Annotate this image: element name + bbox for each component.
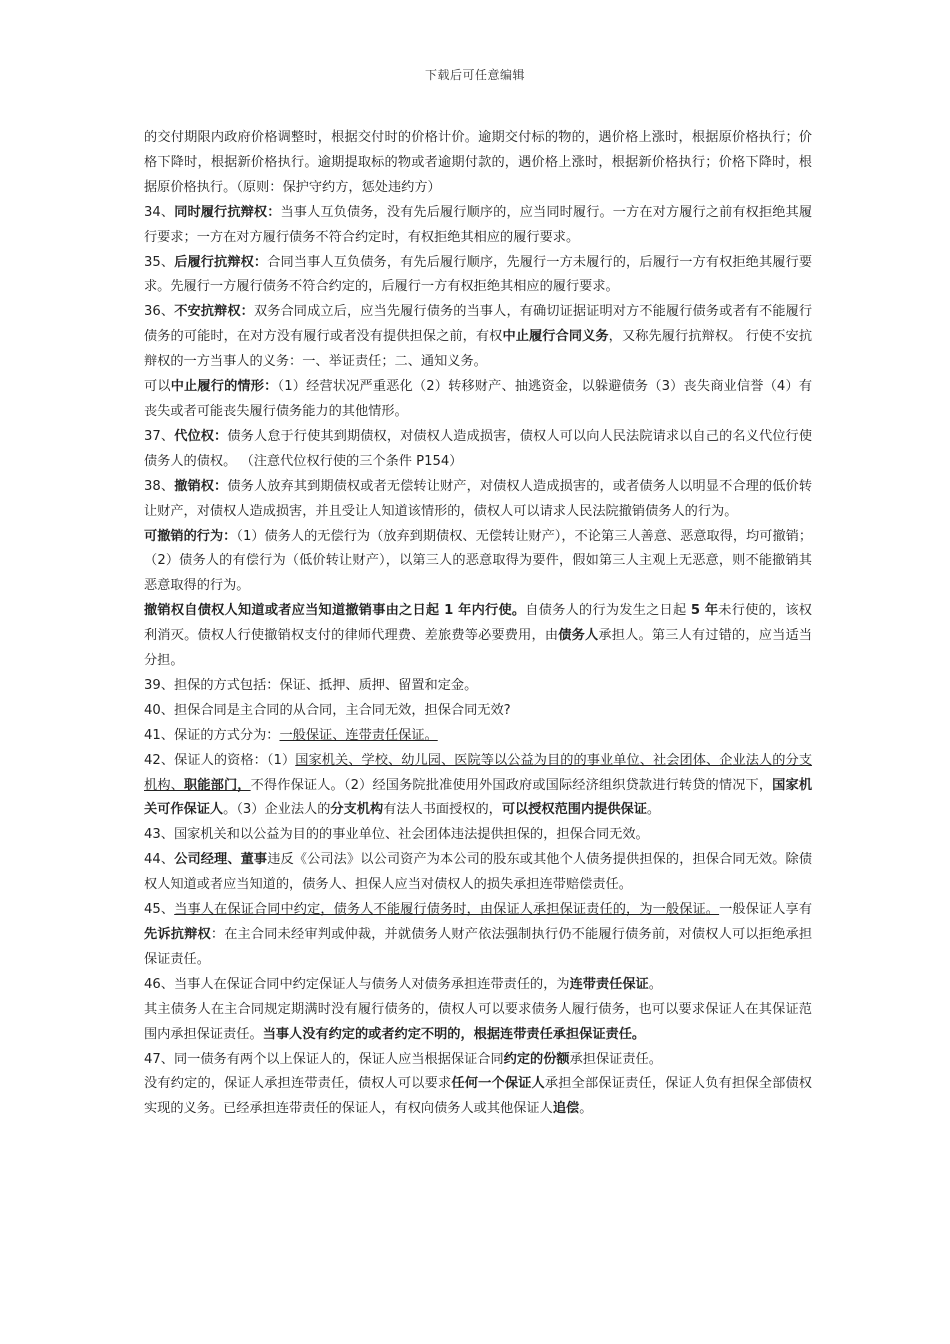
text-run: 有法人书面授权的， <box>383 802 502 818</box>
text-run: 其主债务人在主合同规定期满时没有履行债务的，债权人可以要求债务人履行债务，也可以要求保证人在其保证范围内承担保证责任。 <box>144 1001 812 1042</box>
definition: 债务人怠于行使其到期债权，对债权人造成损害，债权人可以向人民法院请求以自己的名义代位行使债务人的债权。 （注意代位权行使的三个条件 P154） <box>144 428 813 469</box>
underlined-run: 当事人在保证合同中约定，债务人不能履行债务时，由保证人承担保证责任的，为一般保证。 <box>174 902 720 918</box>
text-run: 承担人。第三人有过错的，应当适当分担。 <box>144 628 813 669</box>
bold-run: 先诉抗辩权 <box>144 927 211 942</box>
underlined-run: 一般保证、连带责任保证。 <box>279 727 438 743</box>
text-run: 可以 <box>144 379 171 395</box>
paragraph-41 <box>144 724 812 749</box>
text-run: 未行使的，该权利消灭。债权人行使撤销权支付的律师代理费、差旅费等必要费用，由 <box>144 603 812 644</box>
text-run: 不得作保证人。（2）经国务院批准使用外国政府或国际经济组织贷款进行转贷的情况下， <box>250 777 773 793</box>
text-run: 47、同一债务有两个以上保证人的，保证人应当根据保证合同 <box>144 1051 504 1067</box>
paragraph-45 <box>144 898 812 973</box>
text-run: 。 <box>579 1101 593 1117</box>
bold-run: 中止履行合同义务 <box>502 329 609 345</box>
term: 后履行抗辩权： <box>174 254 268 270</box>
underlined-run: 国家机关、学校、幼儿园、医院等以公益为目的的事业单位、社会团体、企业法人的分支机构、 <box>144 752 813 793</box>
text-run: 41、保证的方式分为： <box>144 727 280 743</box>
item-number: 35、 <box>144 254 175 270</box>
text-run: 自债务人的行为发生之日起 <box>525 603 691 619</box>
paragraph-47-none <box>144 1072 812 1122</box>
bold-run: 连带责任保证 <box>569 976 649 992</box>
bold-run: 可以授权范围内提供保证 <box>501 802 647 818</box>
paragraph-34 <box>144 201 812 251</box>
term: 不安抗辩权： <box>174 304 254 320</box>
term: 撤销权： <box>174 478 228 494</box>
definition: 合同当事人互负债务，有先后履行顺序，先履行一方未履行的，后履行一方有权拒绝其履行要求。先履行一方履行债务不符合约定的，后履行一方有权拒绝其相应的履行要求。 <box>144 254 813 295</box>
paragraph-39: 39、担保的方式包括：保证、抵押、质押、留置和定金。 <box>144 677 478 693</box>
bold-run: 债务人 <box>558 628 599 644</box>
item-number: 44、 <box>144 852 175 868</box>
text-run: ，又称先履行抗辩权。 行使不安抗辩权的一方当事人的义务：一、举证责任；二、通知义务。 <box>144 329 813 370</box>
paragraph-35 <box>144 251 812 301</box>
paragraph-44 <box>144 848 812 898</box>
bold-run: 分支机构 <box>330 802 384 818</box>
text-run: 42、保证人的资格：（1） <box>144 752 296 768</box>
text-run: 。 <box>646 802 661 818</box>
term: 同时履行抗辩权： <box>174 204 281 220</box>
paragraph-46 <box>144 973 812 998</box>
paragraph-continuation: 的交付期限内政府价格调整时，根据交付时的价格计价。逾期交付标的物的，遇价格上涨时，根据原价格执行；价格下降时，根据新价格执行。逾期提取标的物或者逾期付款的，遇价格上涨时，根据新价格执行；价格下降时，根据原价格执行。（原则：保护守约方，惩处违约方） <box>144 130 812 195</box>
paragraph-46-joint <box>144 998 812 1048</box>
underlined-bold-run: 职能部门， <box>183 777 251 793</box>
bold-run: 中止履行的情形： <box>170 379 278 395</box>
text-run: ：在主合同未经审判或仲裁，并就债务人财产依法强制执行仍不能履行债务前，对债权人可以拒绝承担保证责任。 <box>144 927 813 967</box>
bold-run: 公司经理、董事 <box>174 852 268 868</box>
item-number: 36、 <box>144 304 175 320</box>
text-run: 。（3）企业法人的 <box>223 802 331 818</box>
bold-run: 约定的份额 <box>503 1051 570 1067</box>
bold-run: 国家机关可作保证人 <box>144 777 813 818</box>
item-number: 37、 <box>144 428 175 444</box>
paragraph-36 <box>144 300 812 375</box>
item-number: 38、 <box>144 478 175 494</box>
paragraph-38-revocable <box>144 525 812 600</box>
definition: 当事人互负债务，没有先后履行顺序的，应当同时履行。一方在对方履行之前有权拒绝其履行要求；一方在对方履行债务不符合约定时，有权拒绝其相应的履行要求。 <box>144 204 813 245</box>
document-body <box>144 126 812 1122</box>
paragraph-47 <box>144 1048 812 1073</box>
item-number: 34、 <box>144 204 175 220</box>
bold-run: 当事人没有约定的或者约定不明的，根据连带责任承担保证责任。 <box>262 1026 646 1042</box>
text-run: 没有约定的，保证人承担连带责任，债权人可以要求 <box>144 1076 452 1092</box>
paragraph-38 <box>144 475 812 525</box>
text-run: 承担全部保证责任，保证人负有担保全部债权实现的义务。已经承担连带责任的保证人，有权向债务人或其他保证人 <box>144 1076 812 1117</box>
definition: 债务人放弃其到期债权或者无偿转让财产，对债权人造成损害的，或者债务人以明显不合理的低价转让财产，对债权人造成损害，并且受让人知道该情形的，债权人可以请求人民法院撤销债务人的行为。 <box>144 478 813 519</box>
term: 代位权： <box>174 428 228 444</box>
paragraph-40: 40、担保合同是主合同的从合同，主合同无效，担保合同无效? <box>144 702 511 718</box>
bold-run: 追偿 <box>552 1101 580 1117</box>
text-run: 一般保证人享有 <box>719 902 813 918</box>
bold-run: 5 年 <box>690 603 719 619</box>
paragraph-43: 43、国家机关和以公益为目的的事业单位、社会团体违法提供担保的，担保合同无效。 <box>144 827 649 843</box>
text-run: （1）经营状况严重恶化（2）转移财产、抽逃资金，以躲避债务（3）丧失商业信誉（4）有丧失或者可能丧失履行债务能力的其他情形。 <box>144 379 813 419</box>
text-run: 双务合同成立后，应当先履行债务的当事人，有确切证据证明对方不能履行债务或者有不能履行债务的可能时，在对方没有履行或者没有提供担保之前，有权 <box>144 304 813 345</box>
bold-run: 任何一个保证人 <box>451 1076 545 1092</box>
paragraph-37 <box>144 425 812 475</box>
page-header: 下载后可任意编辑 <box>424 68 525 82</box>
text-run: 46、当事人在保证合同中约定保证人与债务人对债务承担连带责任的，为 <box>144 976 570 992</box>
text-run: 。 <box>648 976 662 992</box>
text-run: 承担保证责任。 <box>569 1051 662 1067</box>
paragraph-42 <box>144 749 812 824</box>
text-run: 违反《公司法》以公司资产为本公司的股东或其他个人债务提供担保的，担保合同无效。除债权人知道或者应当知道的，债务人、担保人应当对债权人的损失承担连带赔偿责任。 <box>144 852 813 893</box>
term: 可撤销的行为： <box>144 528 237 544</box>
definition: （1）债务人的无偿行为（放弃到期债权、无偿转让财产），不论第三人善意、恶意取得，均可撤销；（2）债务人的有偿行为（低价转让财产），以第三人的恶意取得为要件，假如第三人主观上无恶意，则不能撤销其恶意取得的行为。 <box>144 528 813 594</box>
item-number: 45、 <box>144 902 175 918</box>
bold-run: 撤销权自债权人知道或者应当知道撤销事由之日起 1 年内行使。 <box>144 603 526 619</box>
paragraph-36-cases <box>144 375 812 425</box>
paragraph-38-deadline <box>144 599 812 674</box>
